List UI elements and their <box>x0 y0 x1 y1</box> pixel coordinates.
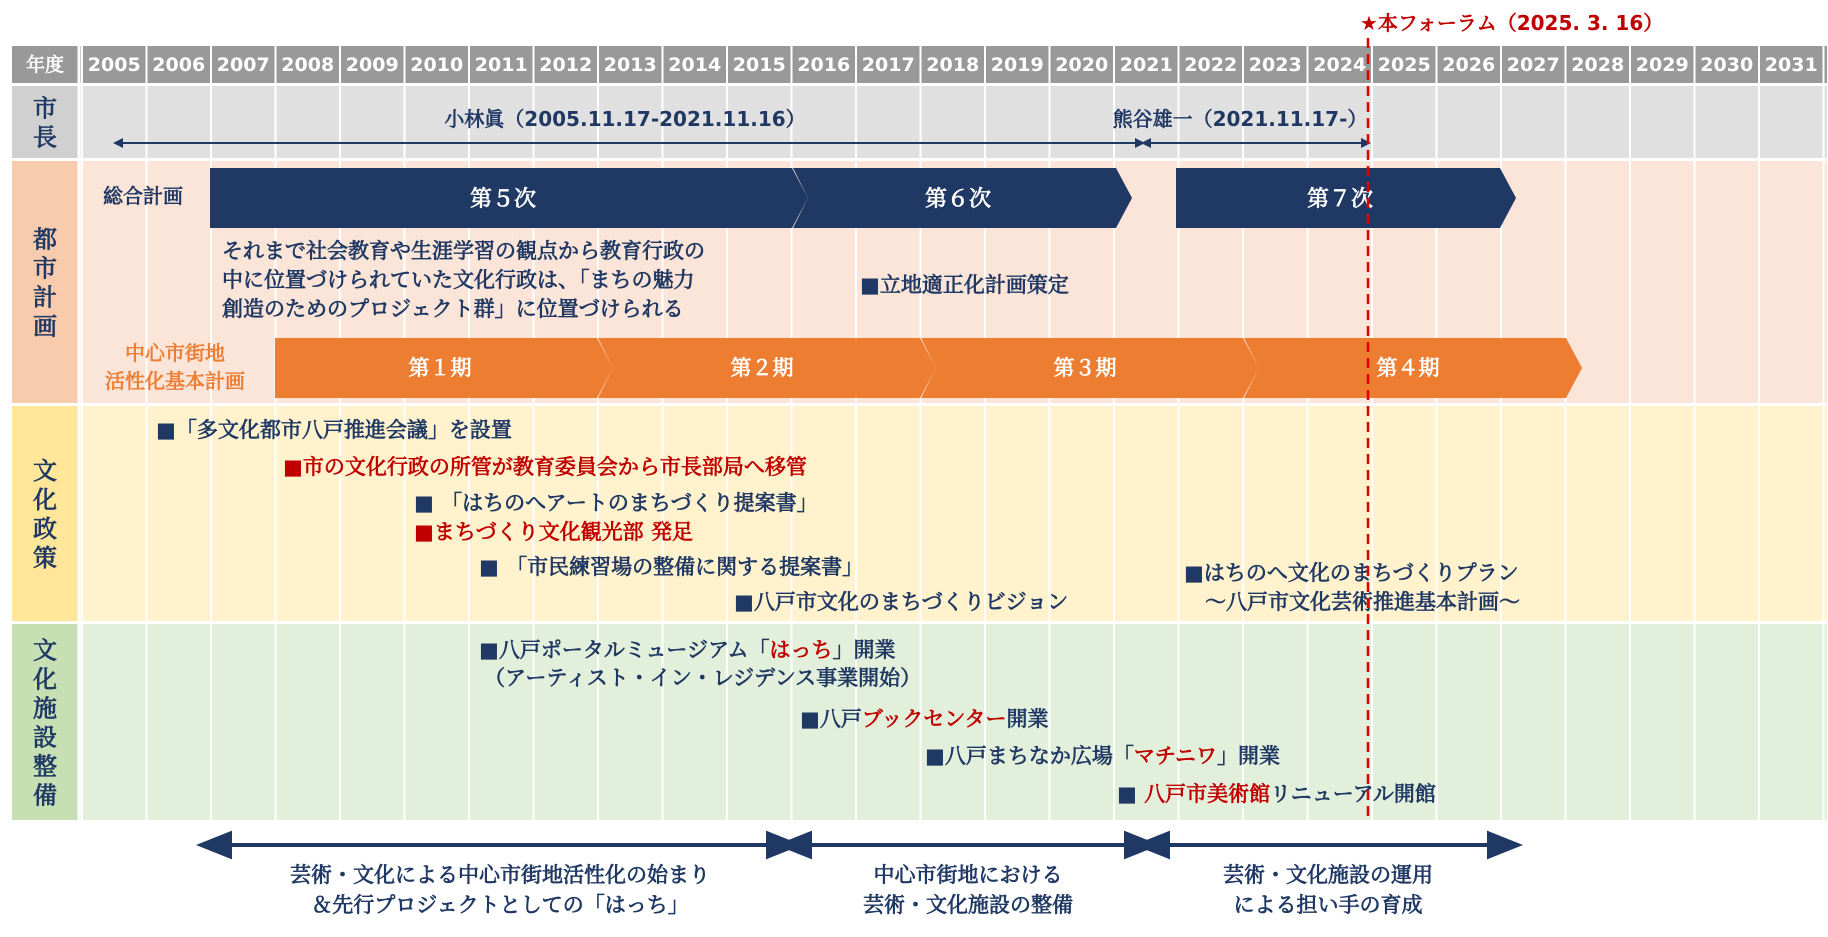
policy-item-art-proposal: ■ 「はちのへアートのまちづくり提案書」 <box>414 491 818 515</box>
year-label-2027: 2027 <box>1506 54 1560 76</box>
row-label-char: 計 <box>33 283 57 312</box>
year-label-2012: 2012 <box>539 54 593 76</box>
plan-phase5-label: 第５次 <box>469 187 537 212</box>
row-label-char: 設 <box>33 723 57 752</box>
center-term4-label: 第４期 <box>1376 356 1440 380</box>
facility-museum-name: 八戸市美術館 <box>1144 782 1271 806</box>
center-plan-label-line2: 活性化基本計画 <box>105 369 245 393</box>
mayor-term-kumagai: 熊谷雄一（2021.11.17-） <box>1112 107 1368 131</box>
row-label-char: 文 <box>33 636 57 665</box>
year-label-2030: 2030 <box>1700 54 1754 76</box>
location-plan-text: ■立地適正化計画策定 <box>860 273 1069 297</box>
policy-item-vision: ■八戸市文化のまちづくりビジョン <box>734 590 1069 614</box>
year-label-2025: 2025 <box>1377 54 1431 76</box>
facility-museum-suffix: リニューアル開館 <box>1270 782 1436 806</box>
phase1-label-line1: 芸術・文化による中心市街地活性化の始まり <box>290 863 710 887</box>
year-label-2015: 2015 <box>732 54 786 76</box>
row-label-char: 政 <box>33 515 57 543</box>
facility-hacchi-suffix: 」開業 <box>832 638 896 662</box>
plan-phase6-label: 第６次 <box>924 187 992 212</box>
year-label-2019: 2019 <box>990 54 1044 76</box>
policy-item-practice-proposal: ■ 「市民練習場の整備に関する提案書」 <box>479 555 864 579</box>
year-label-2020: 2020 <box>1055 54 1109 76</box>
year-label-2022: 2022 <box>1184 54 1238 76</box>
year-label-2026: 2026 <box>1442 54 1496 76</box>
year-label-2007: 2007 <box>216 54 270 76</box>
row-label-char: 市 <box>33 254 57 283</box>
facility-bookcenter <box>800 707 1049 731</box>
row-label-culture-policy <box>32 457 57 572</box>
phase1-label-line2: ＆先行プロジェクトとしての「はっち」 <box>311 893 689 917</box>
year-label-2008: 2008 <box>281 54 335 76</box>
facility-machiniwa-name: マチニワ <box>1133 744 1218 768</box>
general-plan-label: 総合計画 <box>103 184 183 208</box>
facility-bookcenter-name: ブックセンター <box>861 707 1007 731</box>
plan-note-line1: それまで社会教育や生涯学習の観点から教育行政の <box>222 239 705 263</box>
facility-museum <box>1117 782 1436 806</box>
year-label-2029: 2029 <box>1635 54 1689 76</box>
policy-item-department: ■まちづくり文化観光部 発足 <box>414 520 693 544</box>
row-label-char: 長 <box>33 123 57 152</box>
year-labels <box>88 54 1818 76</box>
year-label-2013: 2013 <box>603 54 657 76</box>
row-label-char: 画 <box>33 312 57 341</box>
year-label-2017: 2017 <box>861 54 915 76</box>
year-header-label: 年度 <box>25 54 65 76</box>
row-label-char: 化 <box>33 665 57 694</box>
center-term2-label: 第２期 <box>730 356 794 380</box>
year-label-2031: 2031 <box>1764 54 1818 76</box>
facility-machiniwa-suffix: 」開業 <box>1217 744 1281 768</box>
facility-hacchi-prefix: ■八戸ポータルミュージアム「 <box>479 638 770 662</box>
center-plan-label-line1: 中心市街地 <box>125 341 225 365</box>
policy-item-transfer: ■市の文化行政の所管が教育委員会から市長部局へ移管 <box>283 455 807 479</box>
year-label-2010: 2010 <box>410 54 464 76</box>
year-label-2009: 2009 <box>345 54 399 76</box>
row-label-culture-facilities <box>32 637 57 810</box>
year-label-2016: 2016 <box>797 54 851 76</box>
policy-item-multicultural-council: ■「多文化都市八戸推進会議」を設置 <box>156 418 512 442</box>
year-label-2023: 2023 <box>1248 54 1302 76</box>
facility-museum-prefix: ■ <box>1117 782 1145 806</box>
center-term1-label: 第１期 <box>408 356 472 380</box>
facility-hacchi-line2: （アーティスト・イン・レジデンス事業開始） <box>484 666 922 690</box>
facility-machiniwa <box>925 744 1280 768</box>
phase3-label-line1: 芸術・文化施設の運用 <box>1223 863 1433 887</box>
row-label-char: 整 <box>33 752 57 781</box>
phase2-label-line2: 芸術・文化施設の整備 <box>863 893 1073 917</box>
phase3-label-line2: による担い手の育成 <box>1233 893 1423 917</box>
facility-machiniwa-prefix: ■八戸まちなか広場「 <box>925 744 1134 768</box>
row-label-char: 備 <box>33 781 57 810</box>
row-label-char: 市 <box>33 94 57 123</box>
row-label-char: 文 <box>33 457 57 485</box>
plan-phase7-label: 第７次 <box>1306 187 1374 212</box>
plan-note-line3: 創造のためのプロジェクト群」に位置づけられる <box>222 297 684 321</box>
year-label-2018: 2018 <box>926 54 980 76</box>
phase2-label-line1: 中心市街地における <box>873 863 1063 887</box>
year-label-2028: 2028 <box>1571 54 1625 76</box>
facility-hacchi-name: はっち <box>769 638 833 662</box>
year-label-2006: 2006 <box>152 54 206 76</box>
plan-note-line2: 中に位置づけられていた文化行政は、「まちの魅力 <box>222 268 695 292</box>
year-label-2024: 2024 <box>1313 54 1367 76</box>
row-label-char: 策 <box>33 544 57 572</box>
row-label-char: 化 <box>33 486 57 514</box>
row-label-char: 施 <box>33 694 57 723</box>
forum-marker-label: ★本フォーラム（2025. 3. 16） <box>1360 11 1664 35</box>
facility-bookcenter-suffix: 開業 <box>1006 707 1049 731</box>
facility-bookcenter-prefix: ■八戸 <box>800 707 862 731</box>
mayor-term-kobayashi: 小林眞（2005.11.17-2021.11.16） <box>444 107 806 131</box>
facility-hacchi <box>479 638 896 662</box>
center-term3-label: 第３期 <box>1053 356 1117 380</box>
policy-item-plan-line2: ～八戸市文化芸術推進基本計画～ <box>1205 590 1520 614</box>
year-label-2011: 2011 <box>474 54 528 76</box>
year-label-2014: 2014 <box>668 54 722 76</box>
row-label-char: 都 <box>33 225 57 254</box>
row-label-mayor <box>33 95 57 152</box>
policy-item-plan-line1: ■はちのへ文化のまちづくりプラン <box>1184 561 1519 585</box>
year-label-2005: 2005 <box>87 54 141 76</box>
year-label-2021: 2021 <box>1119 54 1173 76</box>
row-label-city-planning <box>32 226 57 341</box>
